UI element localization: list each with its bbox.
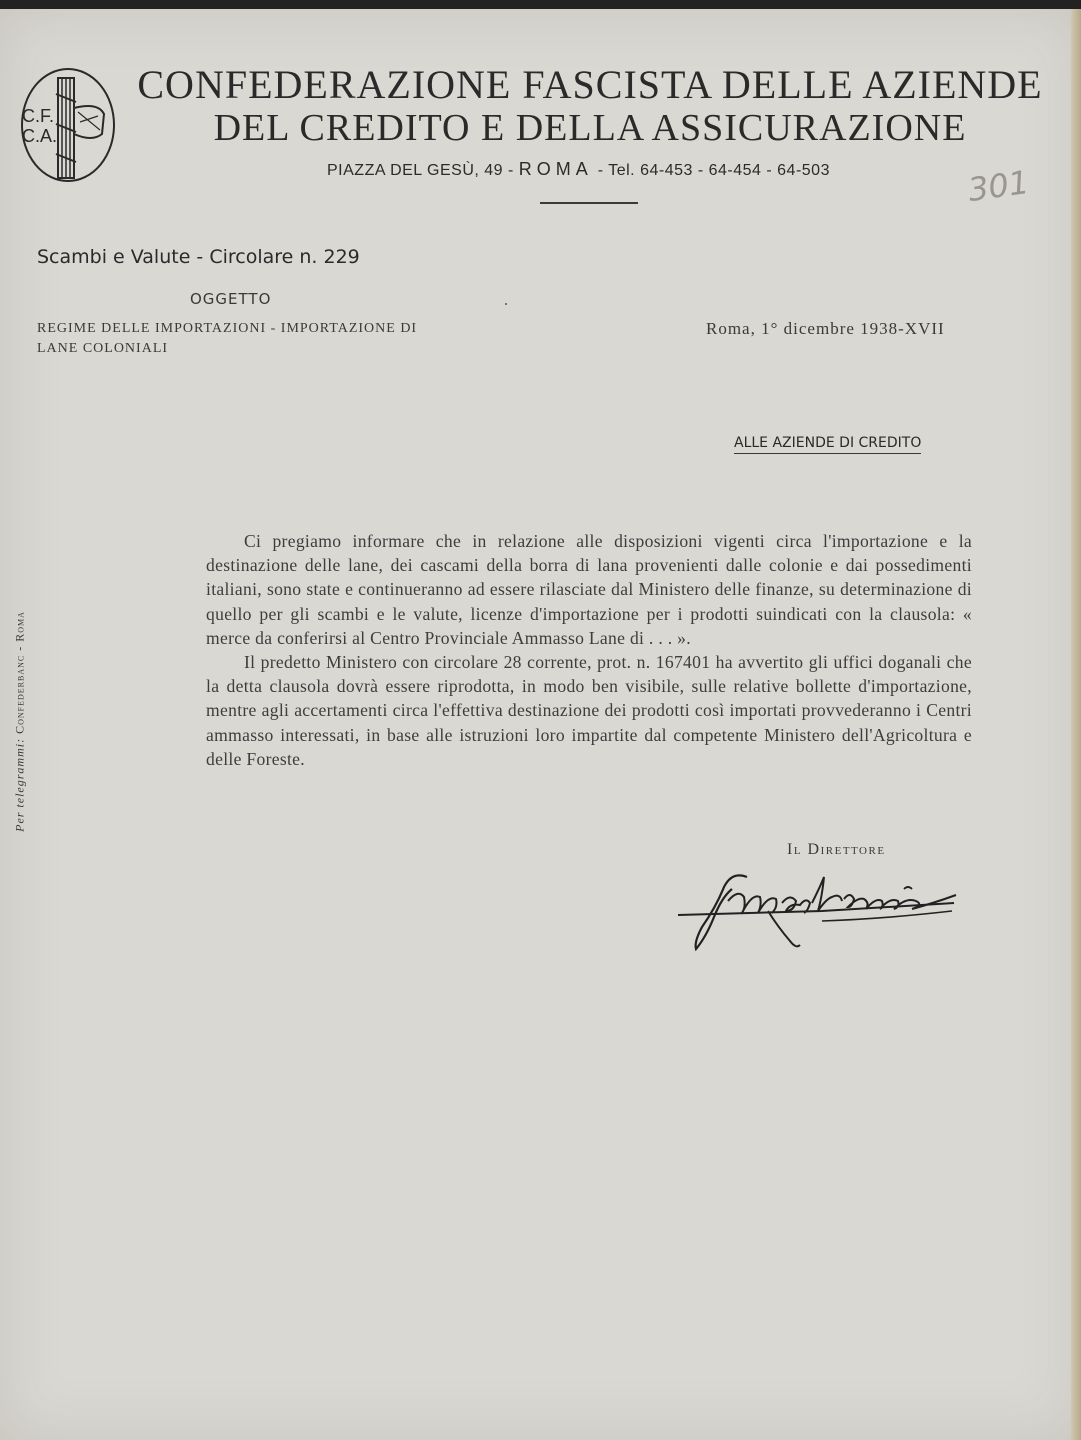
- telegram-address: [13, 572, 28, 872]
- letter-body: [206, 529, 972, 771]
- addressee: ALLE AZIENDE DI CREDITO: [734, 435, 921, 454]
- logo-text-bottom: C.A.: [22, 126, 58, 146]
- header-divider: [540, 202, 638, 204]
- address-phone: - Tel. 64-453 - 64-454 - 64-503: [592, 162, 830, 179]
- telegram-prefix: Per telegrammi:: [12, 733, 27, 832]
- scan-right-edge: [1071, 9, 1081, 1440]
- telegram-value: Confederbanc - Roma: [12, 611, 27, 734]
- handwritten-signature: [672, 867, 962, 952]
- address-street: PIAZZA DEL GESÙ, 49 -: [327, 162, 519, 179]
- address-city: ROMA: [518, 159, 593, 179]
- pencil-page-number: 301: [965, 162, 1032, 210]
- circular-heading: Scambi e Valute - Circolare n. 229: [37, 246, 360, 268]
- stray-mark: [505, 303, 507, 305]
- letterhead-title-line2: DEL CREDITO E DELLA ASSICURAZIONE: [213, 107, 967, 149]
- letterhead-title-line1: CONFEDERAZIONE FASCISTA DELLE AZIENDE: [137, 62, 1043, 107]
- telegram-sidebar: [0, 574, 27, 874]
- body-paragraph-1: Ci pregiamo informare che in relazione alle disposizioni vigenti circa l'importazione e la destinazione delle lane, dei cascami della borra di lana provenienti dalle colonie e dai possedimenti italiani, sono state e continueranno ad essere rilasciate dal Ministero delle finanze, su determinazione di quello per gli scambi e le valute, licenze d'importazione per i prodotti suindicati con la clausola: « merce da conferirsi al Centro Provinciale Ammasso Lane di . . . ».: [206, 531, 972, 648]
- subject-label: OGGETTO: [190, 290, 272, 308]
- fasces-emblem-icon: [18, 64, 118, 186]
- body-paragraph-2: Il predetto Ministero con circolare 28 corrente, prot. n. 167401 ha avvertito gli uffici doganali che la detta clausola dovrà essere riprodotta, in modo ben visibile, sulle relative bollette d'importazione, mentre agli accertamenti circa l'effettiva destinazione dei prodotti così importati provvederanno i Centri ammasso interessati, in base alle istruzioni loro impartite dal competente Ministero dell'Agricoltura e delle Foreste.: [206, 652, 972, 769]
- scan-top-edge: [0, 0, 1081, 9]
- signatory-title: Il Direttore: [787, 841, 886, 858]
- logo-text-top: C.F.: [22, 106, 55, 126]
- subject-text: REGIME DELLE IMPORTAZIONI - IMPORTAZIONE DI LANE COLONIALI: [37, 321, 418, 356]
- letterhead-address: [327, 159, 830, 180]
- letter-date: Roma, 1° dicembre 1938-XVII: [706, 319, 945, 338]
- letter-page: [0, 9, 1081, 1440]
